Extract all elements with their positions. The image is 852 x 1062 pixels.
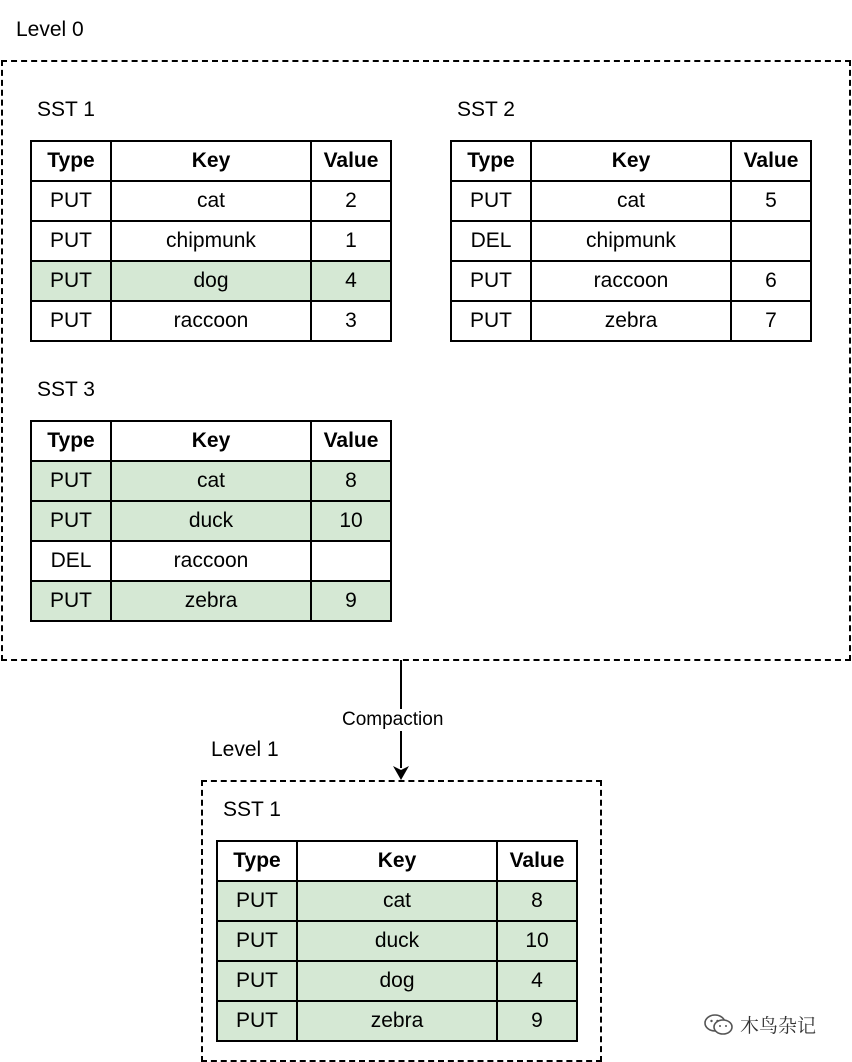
table-row	[217, 921, 577, 961]
key-header: Key	[297, 841, 497, 881]
level1-sst1-table	[216, 840, 578, 1042]
key-cell: duck	[297, 921, 497, 961]
key-cell: raccoon	[531, 261, 731, 301]
value-cell: 5	[731, 181, 811, 221]
type-cell: PUT	[451, 261, 531, 301]
type-cell: PUT	[217, 921, 297, 961]
value-cell	[731, 221, 811, 261]
level-1-label: Level 1	[211, 738, 279, 761]
table-row	[451, 261, 811, 301]
value-cell: 9	[311, 581, 391, 621]
table-row	[217, 1001, 577, 1041]
key-cell: raccoon	[111, 541, 311, 581]
type-header: Type	[451, 141, 531, 181]
table-header-row	[31, 141, 391, 181]
type-cell: PUT	[217, 1001, 297, 1041]
level0-sst1-label: SST 1	[37, 98, 95, 121]
table-row	[31, 461, 391, 501]
key-cell: cat	[531, 181, 731, 221]
key-cell: cat	[111, 461, 311, 501]
wechat-icon	[704, 1013, 734, 1037]
type-cell: PUT	[31, 301, 111, 341]
level0-sst2-label: SST 2	[457, 98, 515, 121]
value-cell: 1	[311, 221, 391, 261]
table-row	[31, 581, 391, 621]
level0-sst3-label: SST 3	[37, 378, 95, 401]
table-header-row	[31, 421, 391, 461]
value-header: Value	[497, 841, 577, 881]
table-row	[451, 221, 811, 261]
type-cell: PUT	[217, 961, 297, 1001]
table-header-row	[217, 841, 577, 881]
value-cell: 10	[497, 921, 577, 961]
type-header: Type	[31, 421, 111, 461]
table-header-row	[451, 141, 811, 181]
level1-sst1-label: SST 1	[223, 798, 281, 821]
value-cell: 2	[311, 181, 391, 221]
watermark	[704, 1011, 816, 1038]
value-header: Value	[311, 421, 391, 461]
level0-sst3-table	[30, 420, 392, 622]
table-row	[31, 501, 391, 541]
table-row	[31, 301, 391, 341]
value-cell: 7	[731, 301, 811, 341]
table-row	[217, 961, 577, 1001]
key-cell: zebra	[531, 301, 731, 341]
compaction-label: Compaction	[342, 709, 444, 730]
table-row	[217, 881, 577, 921]
type-header: Type	[31, 141, 111, 181]
value-cell: 3	[311, 301, 391, 341]
type-cell: DEL	[451, 221, 531, 261]
table-row	[451, 181, 811, 221]
table-row	[31, 221, 391, 261]
type-cell: PUT	[451, 181, 531, 221]
value-cell	[311, 541, 391, 581]
type-cell: PUT	[451, 301, 531, 341]
key-header: Key	[111, 141, 311, 181]
value-header: Value	[731, 141, 811, 181]
key-cell: zebra	[111, 581, 311, 621]
value-cell: 9	[497, 1001, 577, 1041]
value-cell: 6	[731, 261, 811, 301]
type-header: Type	[217, 841, 297, 881]
key-cell: duck	[111, 501, 311, 541]
key-cell: chipmunk	[531, 221, 731, 261]
key-cell: dog	[297, 961, 497, 1001]
key-cell: dog	[111, 261, 311, 301]
value-cell: 4	[311, 261, 391, 301]
key-cell: cat	[297, 881, 497, 921]
type-cell: PUT	[31, 501, 111, 541]
table-row	[31, 181, 391, 221]
key-header: Key	[111, 421, 311, 461]
value-cell: 10	[311, 501, 391, 541]
table-row	[451, 301, 811, 341]
type-cell: PUT	[31, 581, 111, 621]
type-cell: PUT	[31, 461, 111, 501]
value-cell: 4	[497, 961, 577, 1001]
key-cell: chipmunk	[111, 221, 311, 261]
type-cell: PUT	[31, 221, 111, 261]
key-cell: zebra	[297, 1001, 497, 1041]
table-row	[31, 261, 391, 301]
key-cell: raccoon	[111, 301, 311, 341]
value-header: Value	[311, 141, 391, 181]
type-cell: DEL	[31, 541, 111, 581]
level-0-label: Level 0	[16, 18, 84, 41]
type-cell: PUT	[217, 881, 297, 921]
level0-sst1-table	[30, 140, 392, 342]
key-cell: cat	[111, 181, 311, 221]
key-header: Key	[531, 141, 731, 181]
table-row	[31, 541, 391, 581]
value-cell: 8	[311, 461, 391, 501]
type-cell: PUT	[31, 181, 111, 221]
level0-sst2-table	[450, 140, 812, 342]
value-cell: 8	[497, 881, 577, 921]
watermark-text: 木鸟杂记	[740, 1016, 817, 1037]
type-cell: PUT	[31, 261, 111, 301]
